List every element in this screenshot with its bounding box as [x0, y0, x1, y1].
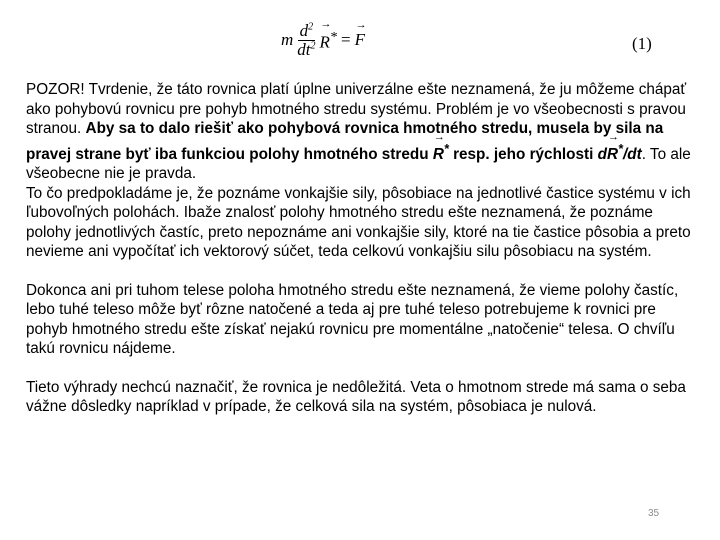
- fraction-denominator: [297, 41, 315, 59]
- warning-intro-text: POZOR! Tvrdenie, že táto rovnica platí úplne univerzálne ešte neznamená, že ju môžeme chápať ako pohybovú rovnicu pre pohyb hmotného stredu systému. Problém je vo všeobecnosti s pravou stranou.: [26, 81, 687, 137]
- warning-end-text: . To ale všeobecne nie je pravda.: [26, 145, 691, 183]
- page-number: 35: [648, 508, 660, 519]
- bold-statement: [26, 120, 663, 163]
- numerator-d: d: [299, 21, 309, 40]
- numerator-power: 2: [308, 21, 314, 33]
- denominator-power: 2: [310, 40, 316, 52]
- inline-d: d: [597, 145, 607, 163]
- paragraph-spacer: [26, 359, 698, 378]
- inline-dt: /dt: [623, 145, 642, 163]
- slide-body: [26, 80, 698, 417]
- vector-R: R: [319, 32, 330, 52]
- mass-symbol: m: [281, 30, 294, 50]
- second-derivative-fraction: [297, 22, 315, 59]
- equation-number: (1): [632, 34, 652, 53]
- inline-R: R: [432, 145, 444, 163]
- star-superscript: *: [329, 28, 337, 45]
- paragraph-spacer: [26, 262, 698, 281]
- paragraph-rigid-body: Dokonca ani pri tuhom telese poloha hmotného stredu ešte neznamená, že vieme polohy častíc, lebo tuhé teleso môže byť rôzne natočené a teda aj pre tuhé teleso potrebujeme k rovnici pre pohyb hmotného stredu ešte získať nejakú rovnicu pre momentálne „natočenie“ telesa. O chvíľu takú rovnicu nájdeme.: [26, 281, 679, 358]
- bold-text-2: resp. jeho rýchlosti: [448, 145, 598, 163]
- vector-R-star: [320, 29, 337, 53]
- vector-R-star-inline: [433, 139, 449, 165]
- vector-F: → F: [355, 30, 365, 50]
- inline-dR: R: [606, 145, 619, 163]
- paragraph-warning: [26, 80, 698, 184]
- vector-dR-star-inline: [607, 139, 623, 165]
- denominator-dt: dt: [297, 39, 311, 59]
- equation-of-motion: [281, 22, 365, 59]
- inline-star-2: *: [618, 140, 623, 156]
- inline-star: *: [443, 140, 449, 156]
- equals-sign: =: [340, 30, 351, 50]
- bold-text-1: Aby sa to dalo riešiť ako pohybová rovnica hmotného stredu, musela by sila na pravej strane byť iba funkciou polohy hmotného stredu: [26, 120, 664, 163]
- paragraph-assumption: To čo predpokladáme je, že poznáme vonkajšie sily, pôsobiace na jednotlivé častice systému v ich ľubovoľných polohách. Ibaže znalosť polohy hmotného stredu ešte neznamená, že poznáme polohy jednotlivých častíc, preto nepoznáme ani vonkajšie sily, ktoré na tie častice pôsobia a preto nevieme ani vypočítať ich vektorový súčet, teda celkovú vonkajšiu silu pôsobiacu na systém.: [26, 184, 691, 261]
- paragraph-conclusion: Tieto výhrady nechcú naznačiť, že rovnica je nedôležitá. Veta o hmotnom strede má sama o seba vážne dôsledky napríklad v prípade, že celková sila na systém, pôsobiaca je nulová.: [26, 378, 686, 416]
- fraction-numerator: [298, 22, 316, 41]
